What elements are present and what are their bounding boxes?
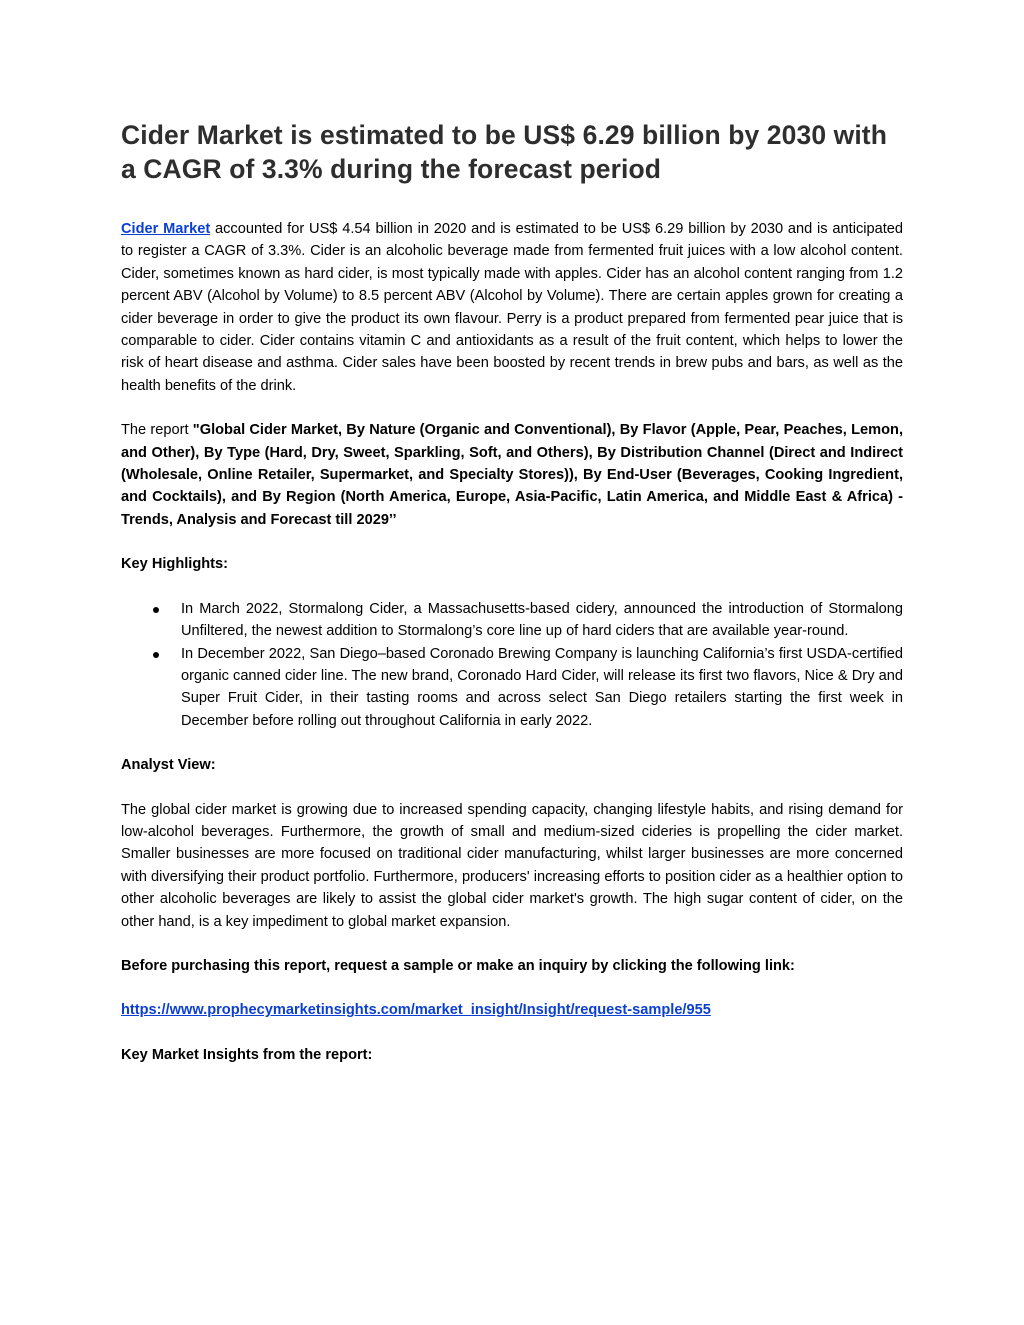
report-prefix: The report xyxy=(121,422,193,439)
key-highlights-list xyxy=(121,598,903,732)
page-title: Cider Market is estimated to be US$ 6.29 billion by 2030 with a CAGR of 3.3% during the forecast period xyxy=(121,120,888,184)
key-insights-heading: Key Market Insights from the report: xyxy=(121,1046,373,1063)
report-title: "Global Cider Market, By Nature (Organic and Conventional), By Flavor (Apple, Pear, Peaches, Lemon, and Other), By Type (Hard, Dry, Sweet, Sparkling, Soft, and Others), By Distribution Channel (Direct and Indirect (Wholesale, Online Retailer, Supermarket, and Specialty Stores)), By End-User (Beverages, Cooking Ingredient, and Cocktails), and By Region (North America, Europe, Asia-Pacific, Latin America, and Middle East & Africa) - Trends, Analysis and Forecast till 2029’’ xyxy=(121,422,904,528)
key-highlights-heading: Key Highlights: xyxy=(121,556,229,573)
cta-text: Before purchasing this report, request a sample or make an inquiry by clicking the following link: xyxy=(121,957,795,974)
document-page xyxy=(121,118,903,1088)
analyst-view-heading: Analyst View: xyxy=(121,757,216,774)
list-item-text: In March 2022, Stormalong Cider, a Massachusetts-based cidery, announced the introduction of Stormalong Unfiltered, the newest addition to Stormalong’s core line up of hard ciders that are available year-round. xyxy=(181,600,903,640)
bullet-icon xyxy=(153,652,159,658)
report-paragraph xyxy=(121,419,903,531)
list-item xyxy=(121,643,903,733)
analyst-view-paragraph: The global cider market is growing due to increased spending capacity, changing lifestyle habits, and rising demand for low-alcohol beverages. Furthermore, the growth of small and medium-sized cideries is propelling the cider market. Smaller businesses are more focused on traditional cider manufacturing, whilst larger businesses are more concerned with diversifying their product portfolio. Furthermore, producers' increasing efforts to position cider as a healthier option to other alcoholic beverages are likely to assist the global cider market's growth. The high sugar content of cider, on the other hand, is a key impediment to global market expansion. xyxy=(121,801,903,930)
sample-link-line xyxy=(121,999,903,1021)
cider-market-link[interactable]: Cider Market xyxy=(121,221,211,237)
intro-paragraph xyxy=(121,218,903,397)
bullet-icon xyxy=(153,607,159,613)
intro-text: accounted for US$ 4.54 billion in 2020 and is estimated to be US$ 6.29 billion by 2030 and is anticipated to register a CAGR of 3.3%. Cider is an alcoholic beverage made from fermented fruit juices with a low alcohol content. Cider, sometimes known as hard cider, is most typically made with apples. Cider has an alcohol content ranging from 1.2 percent ABV (Alcohol by Volume) to 8.5 percent ABV (Alcohol by Volume). There are certain apples grown for creating a cider beverage in order to give the product its own flavour. Perry is a product prepared from fermented pear juice that is comparable to cider. Cider contains vitamin C and antioxidants as a result of the fruit content, which helps to lower the risk of heart disease and asthma. Cider sales have been boosted by recent trends in brew pubs and bars, as well as the health benefits of the drink. xyxy=(121,221,904,394)
request-sample-link[interactable]: https://www.prophecymarketinsights.com/market_insight/Insight/request-sample/955 xyxy=(121,1002,711,1019)
list-item xyxy=(121,598,903,643)
list-item-text: In December 2022, San Diego–based Coronado Brewing Company is launching California’s first USDA-certified organic canned cider line. The new brand, Coronado Hard Cider, will release its first two flavors, Nice & Dry and Super Fruit Cider, in their tasting rooms and across select San Diego retailers starting the first week in December before rolling out throughout California in early 2022. xyxy=(181,645,903,729)
